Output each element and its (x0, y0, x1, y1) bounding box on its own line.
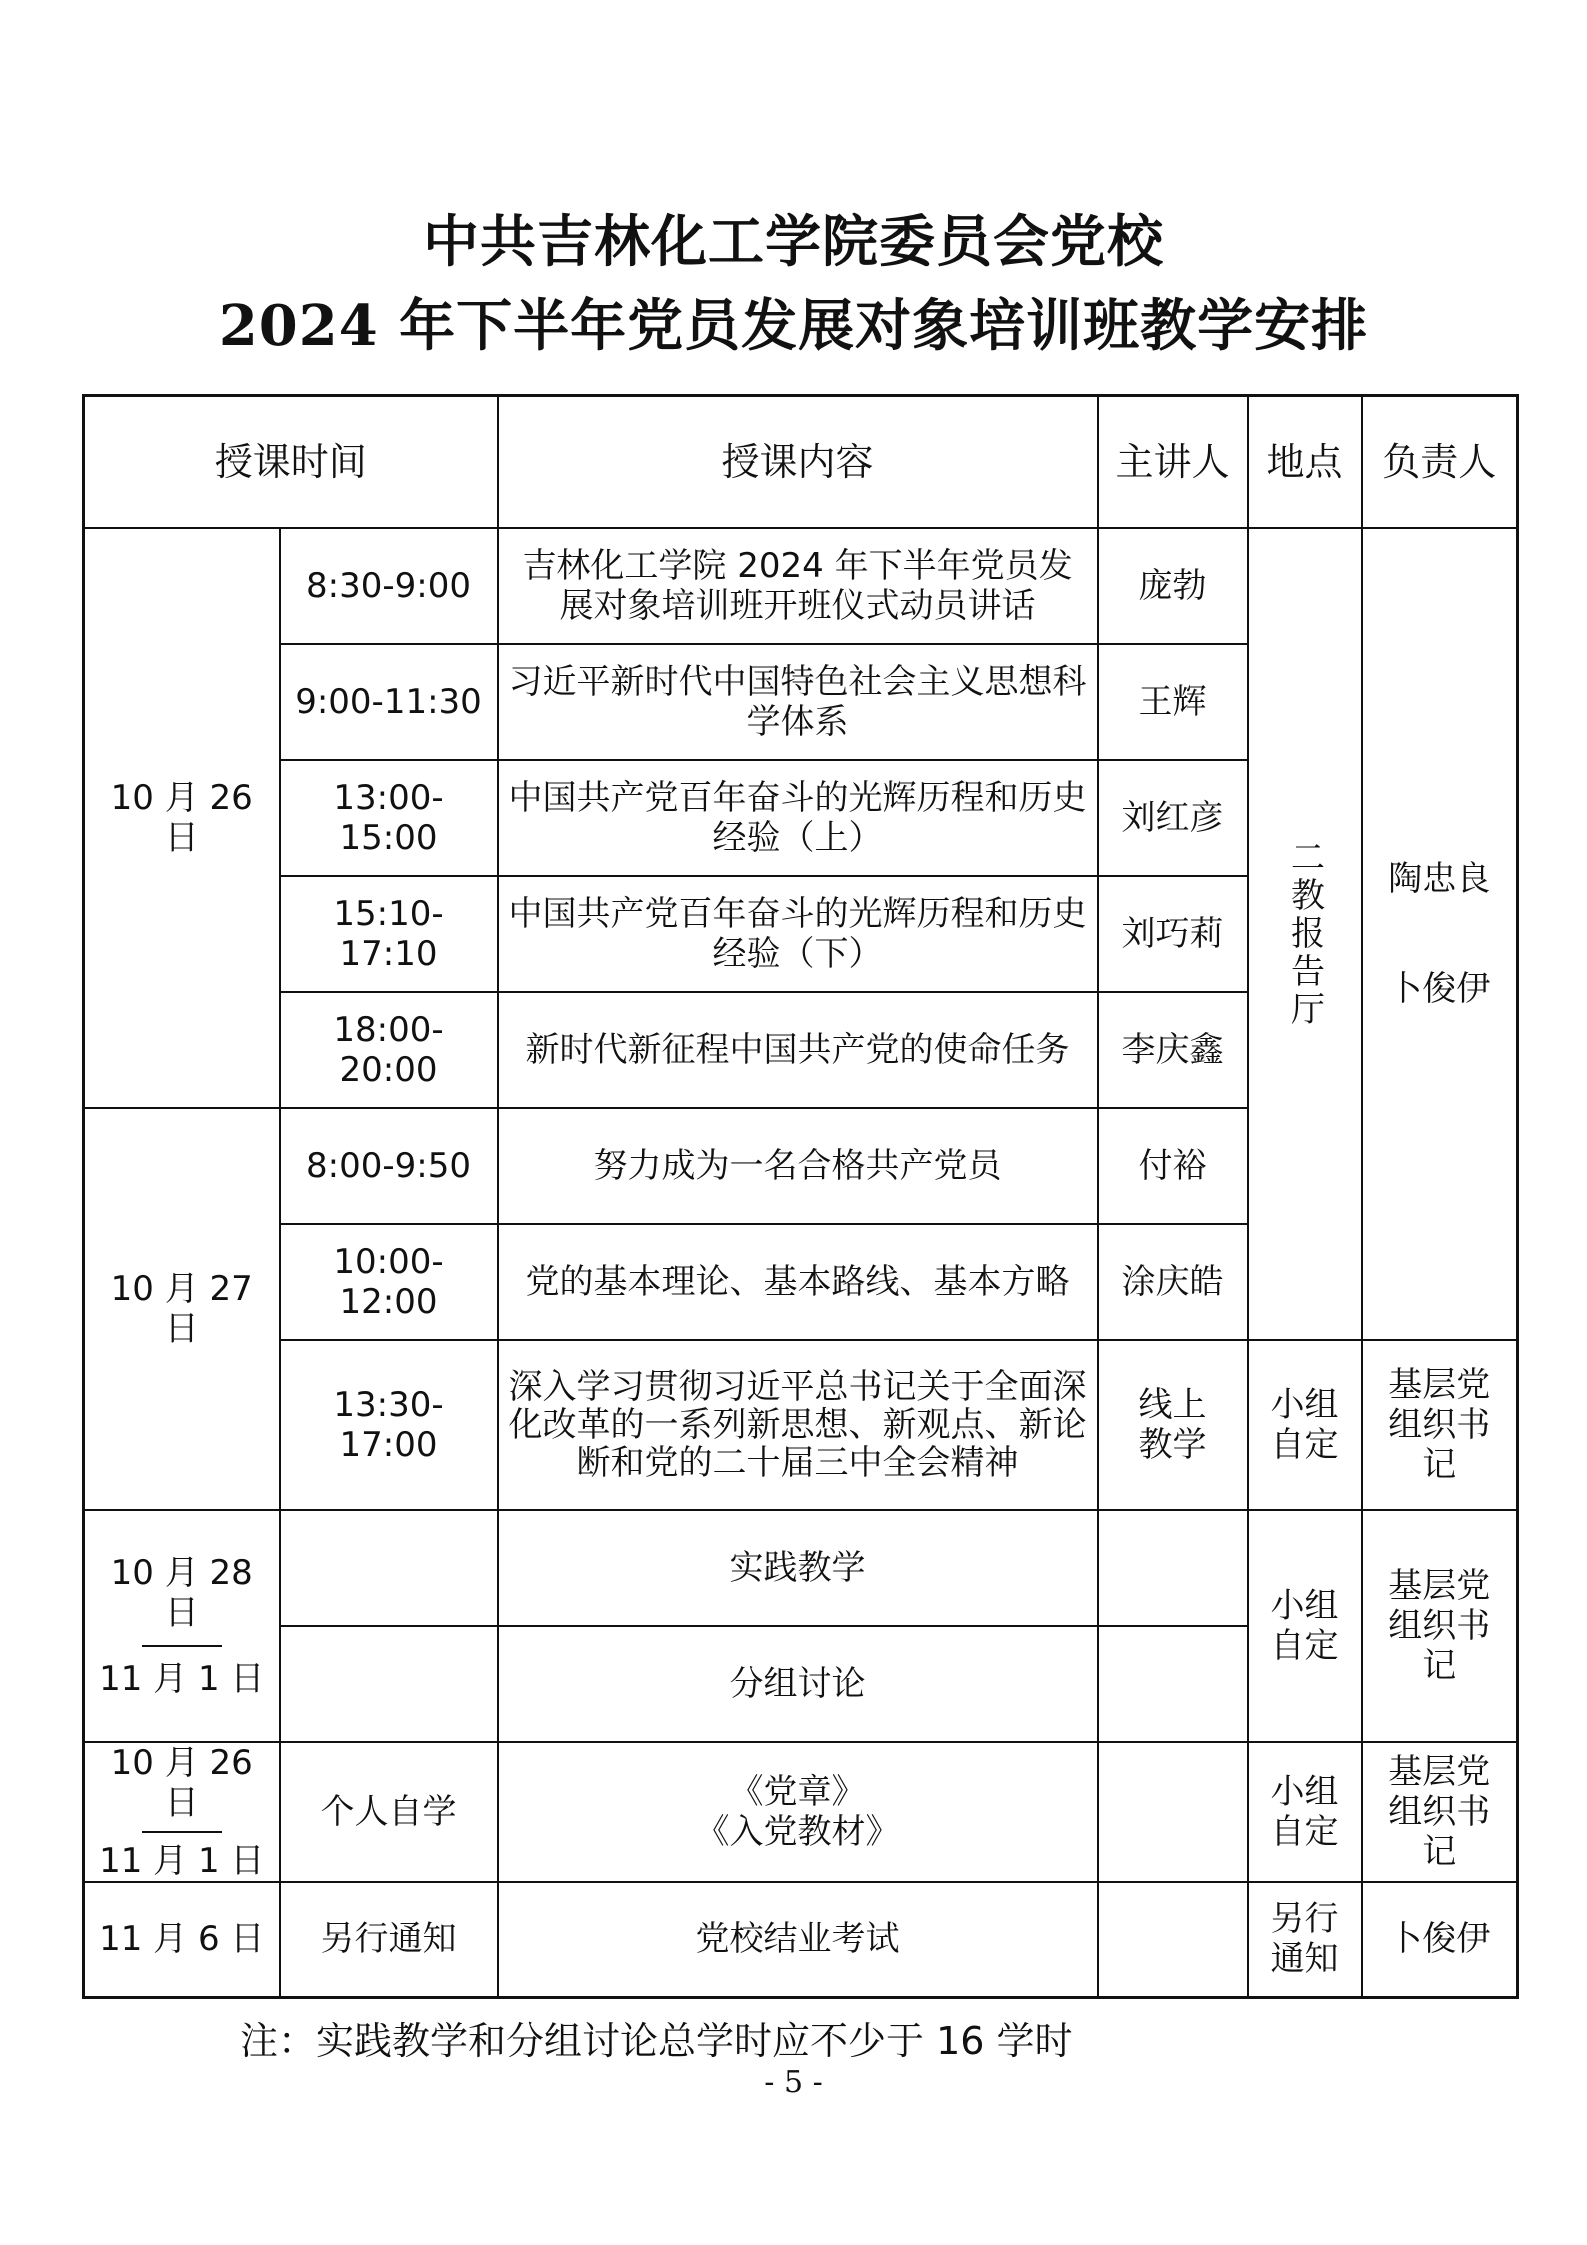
date-range-separator (142, 1645, 222, 1647)
speaker-cell (1098, 1626, 1248, 1742)
time-cell (280, 1626, 498, 1742)
header-speaker: 主讲人 (1098, 396, 1248, 528)
date-range-separator (142, 1831, 222, 1833)
content-cell: 中国共产党百年奋斗的光辉历程和历史经验（下） (498, 876, 1098, 992)
content-cell: 实践教学 (498, 1510, 1098, 1626)
speaker-cell: 庞勃 (1098, 528, 1248, 644)
speaker-cell (1098, 1510, 1248, 1626)
location-cell: 小组自定 (1248, 1510, 1362, 1742)
schedule-table (82, 394, 1519, 1999)
responsible-cell: 基层党组织书记 (1362, 1340, 1518, 1510)
date-start: 10 月 28 日 (110, 1552, 253, 1633)
table-row (84, 1510, 1518, 1626)
table-row (84, 1742, 1518, 1882)
table-row (84, 528, 1518, 644)
date-start: 10 月 26 日 (110, 1742, 253, 1823)
date-range-cell (84, 1742, 280, 1882)
speaker-cell: 付裕 (1098, 1108, 1248, 1224)
location-cell: 小组自定 (1248, 1340, 1362, 1510)
time-cell: 15:10-17:10 (280, 876, 498, 992)
date-cell: 11 月 6 日 (84, 1882, 280, 1998)
document-title-line2: 2024 年下半年党员发展对象培训班教学安排 (218, 293, 1369, 359)
header-time: 授课时间 (84, 396, 498, 528)
shared-location-text: 二教报告厅 (1284, 838, 1325, 1029)
time-cell: 13:30-17:00 (280, 1340, 498, 1510)
table-row (84, 1340, 1518, 1510)
header-responsible: 负责人 (1362, 396, 1518, 528)
date-end: 11 月 1 日 (99, 1658, 265, 1699)
content-cell: 党的基本理论、基本路线、基本方略 (498, 1224, 1098, 1340)
time-cell: 9:00-11:30 (280, 644, 498, 760)
responsible-cell: 基层党组织书记 (1362, 1510, 1518, 1742)
time-cell: 10:00-12:00 (280, 1224, 498, 1340)
page-number: - 5 - (764, 2065, 823, 2100)
time-cell (280, 1510, 498, 1626)
speaker-cell (1098, 1882, 1248, 1998)
content-cell: 吉林化工学院 2024 年下半年党员发展对象培训班开班仪式动员讲话 (498, 528, 1098, 644)
content-cell: 深入学习贯彻习近平总书记关于全面深化改革的一系列新思想、新观点、新论断和党的二十届三中全会精神 (498, 1340, 1098, 1510)
header-content: 授课内容 (498, 396, 1098, 528)
content-line: 《入党教材》 (695, 1811, 900, 1852)
location-cell (1248, 528, 1362, 1340)
date-cell: 10 月 26 日 (84, 528, 280, 1108)
header-location: 地点 (1248, 396, 1362, 528)
speaker-cell: 线上教学 (1098, 1340, 1248, 1510)
content-cell: 分组讨论 (498, 1626, 1098, 1742)
responsible-name: 卜俊伊 (1388, 968, 1491, 1009)
content-cell: 习近平新时代中国特色社会主义思想科学体系 (498, 644, 1098, 760)
speaker-cell: 涂庆皓 (1098, 1224, 1248, 1340)
content-cell (498, 1742, 1098, 1882)
location-cell: 小组自定 (1248, 1742, 1362, 1882)
speaker-cell: 刘红彦 (1098, 760, 1248, 876)
content-cell: 中国共产党百年奋斗的光辉历程和历史经验（上） (498, 760, 1098, 876)
speaker-cell (1098, 1742, 1248, 1882)
time-cell: 8:00-9:50 (280, 1108, 498, 1224)
table-row (84, 1882, 1518, 1998)
time-cell: 另行通知 (280, 1882, 498, 1998)
table-header-row (84, 396, 1518, 528)
content-cell: 党校结业考试 (498, 1882, 1098, 1998)
content-cell: 新时代新征程中国共产党的使命任务 (498, 992, 1098, 1108)
responsible-cell: 卜俊伊 (1362, 1882, 1518, 1998)
date-range-cell (84, 1510, 280, 1742)
speaker-cell: 王辉 (1098, 644, 1248, 760)
responsible-cell (1362, 528, 1518, 1340)
content-line: 《党章》 (729, 1771, 866, 1812)
speaker-cell: 李庆鑫 (1098, 992, 1248, 1108)
time-cell: 18:00-20:00 (280, 992, 498, 1108)
responsible-name: 陶忠良 (1388, 858, 1491, 899)
responsible-cell: 基层党组织书记 (1362, 1742, 1518, 1882)
date-end: 11 月 1 日 (99, 1840, 265, 1881)
document-title-line1: 中共吉林化工学院委员会党校 (423, 209, 1164, 275)
time-cell: 13:00-15:00 (280, 760, 498, 876)
time-cell: 8:30-9:00 (280, 528, 498, 644)
location-cell: 另行通知 (1248, 1882, 1362, 1998)
time-cell: 个人自学 (280, 1742, 498, 1882)
date-cell: 10 月 27 日 (84, 1108, 280, 1510)
speaker-cell: 刘巧莉 (1098, 876, 1248, 992)
footnote: 注：实践教学和分组讨论总学时应不少于 16 学时 (240, 2019, 1073, 2063)
content-cell: 努力成为一名合格共产党员 (498, 1108, 1098, 1224)
